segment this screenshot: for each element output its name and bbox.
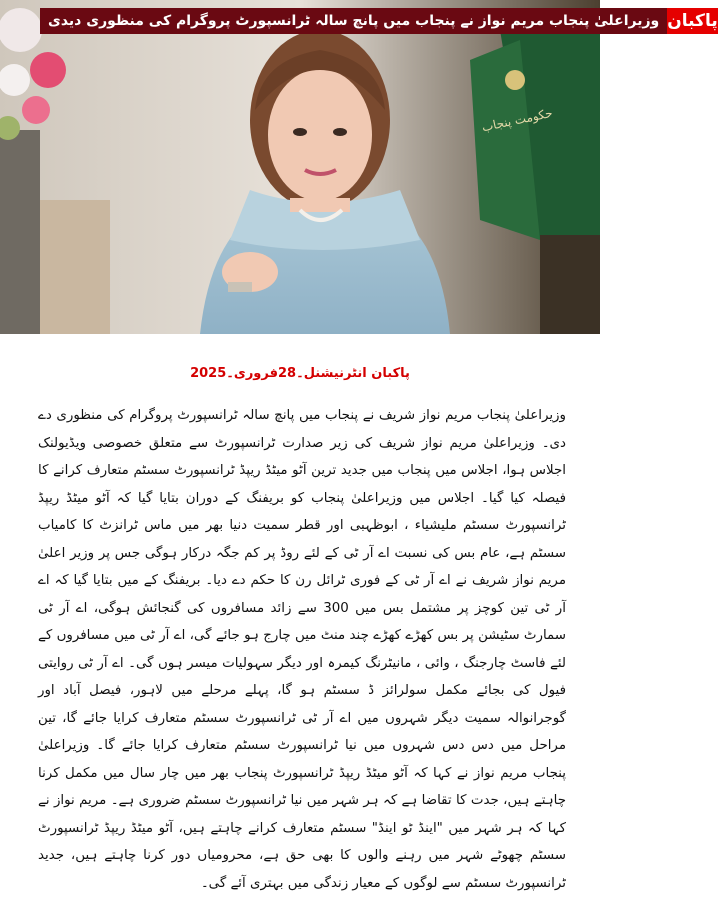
- brand-logo: پاکبان: [667, 8, 718, 34]
- headline-bar: [40, 8, 718, 34]
- dateline: پاکبان انٹرنیشنل۔28فروری۔2025: [190, 366, 410, 381]
- news-photo-illustration: [0, 0, 600, 334]
- flag-text: حکومت پنجاب: [480, 105, 554, 135]
- article-paragraph: وزیراعلیٰ پنجاب مریم نواز شریف نے پنجاب میں پانچ سالہ ٹرانسپورٹ پروگرام کی منظوری دے دی۔ وزیراعلیٰ مریم نواز شریف کی زیر صدارت ٹرانسپورٹ سے متعلق خصوصی ویڈیولنک اجلاس ہوا، اجلاس میں پنجاب میں جدید ترین آٹو میٹڈ ریپڈ ٹرانسپورٹ سسٹم متعارف کرانے کا فیصلہ کیا گیا۔ اجلاس میں وزیراعلیٰ پنجاب کو بریفنگ کے دوران بتایا گیا کہ آٹو میٹڈ ریپڈ ٹرانسپورٹ سسٹم ملیشیاء ، ابوظہبی اور قطر سمیت دنیا بھر میں ماس ٹرانزٹ کا کامیاب سسٹم ہے، عام بس کی نسبت اے آر ٹی کے لئے روڈ پر کم جگہ درکار ہوگی جس پر وزیر اعلیٰ مریم نواز شریف نے اے آر ٹی کے فوری ٹرائل رن کا حکم دے دیا۔ بریفنگ کے میں بتایا گیا کہ اے آر ٹی تین کوچز پر مشتمل بس میں 300 سے زائد مسافروں کی گنجائش ہوگی، اے آر ٹی سمارٹ سٹیشن پر بس کھڑے کھڑے چند منٹ میں چارج ہو جائے گی، اے آر ٹی میں مسافروں کے لئے فاسٹ چارجنگ ، وائی ، مانیٹرنگ کیمرہ اور دیگر سہولیات میسر ہوں گی۔ اے آر ٹی روایتی فیول کی بجائے مکمل سولرائز ڈ سسٹم ہو گا، پہلے مرحلے میں لاہور، فیصل آباد اور گوجرانوالہ سمیت دیگر شہروں میں اے آر ٹی ٹرانسپورٹ سسٹم متعارف کرایا جائے گا، تین مراحل میں دس دس شہروں میں نیا ٹرانسپورٹ سسٹم متعارف کرایا جائے گا۔ وزیراعلیٰ پنجاب مریم نواز نے کہا کہ آٹو میٹڈ ریپڈ ٹرانسپورٹ پنجاب بھر میں چار سال میں مکمل کرنا چاہتے ہیں، جدت کا تقاضا ہے کہ ہر شہر میں نیا ٹرانسپورٹ سسٹم ضروری ہے۔ مریم نواز نے کہا کہ ہر شہر میں "اینڈ ٹو اینڈ" سسٹم متعارف کرانے چاہتے ہیں، آٹو میٹڈ ریپڈ ٹرانسپورٹ سسٹم چھوٹے شہر میں رہنے والوں کا بھی حق ہے، محرومیاں دور کرنا چاہتے ہیں، جدید ٹرانسپورٹ سسٹم سے لوگوں کے معیار زندگی میں بہتری آئے گی۔: [38, 408, 566, 891]
- news-photo: [0, 0, 600, 334]
- article-body: [38, 402, 566, 897]
- headline-text: وزیراعلیٰ پنجاب مریم نواز نے پنجاب میں پانچ سالہ ٹرانسپورٹ پروگرام کی منظوری دیدی: [40, 8, 667, 34]
